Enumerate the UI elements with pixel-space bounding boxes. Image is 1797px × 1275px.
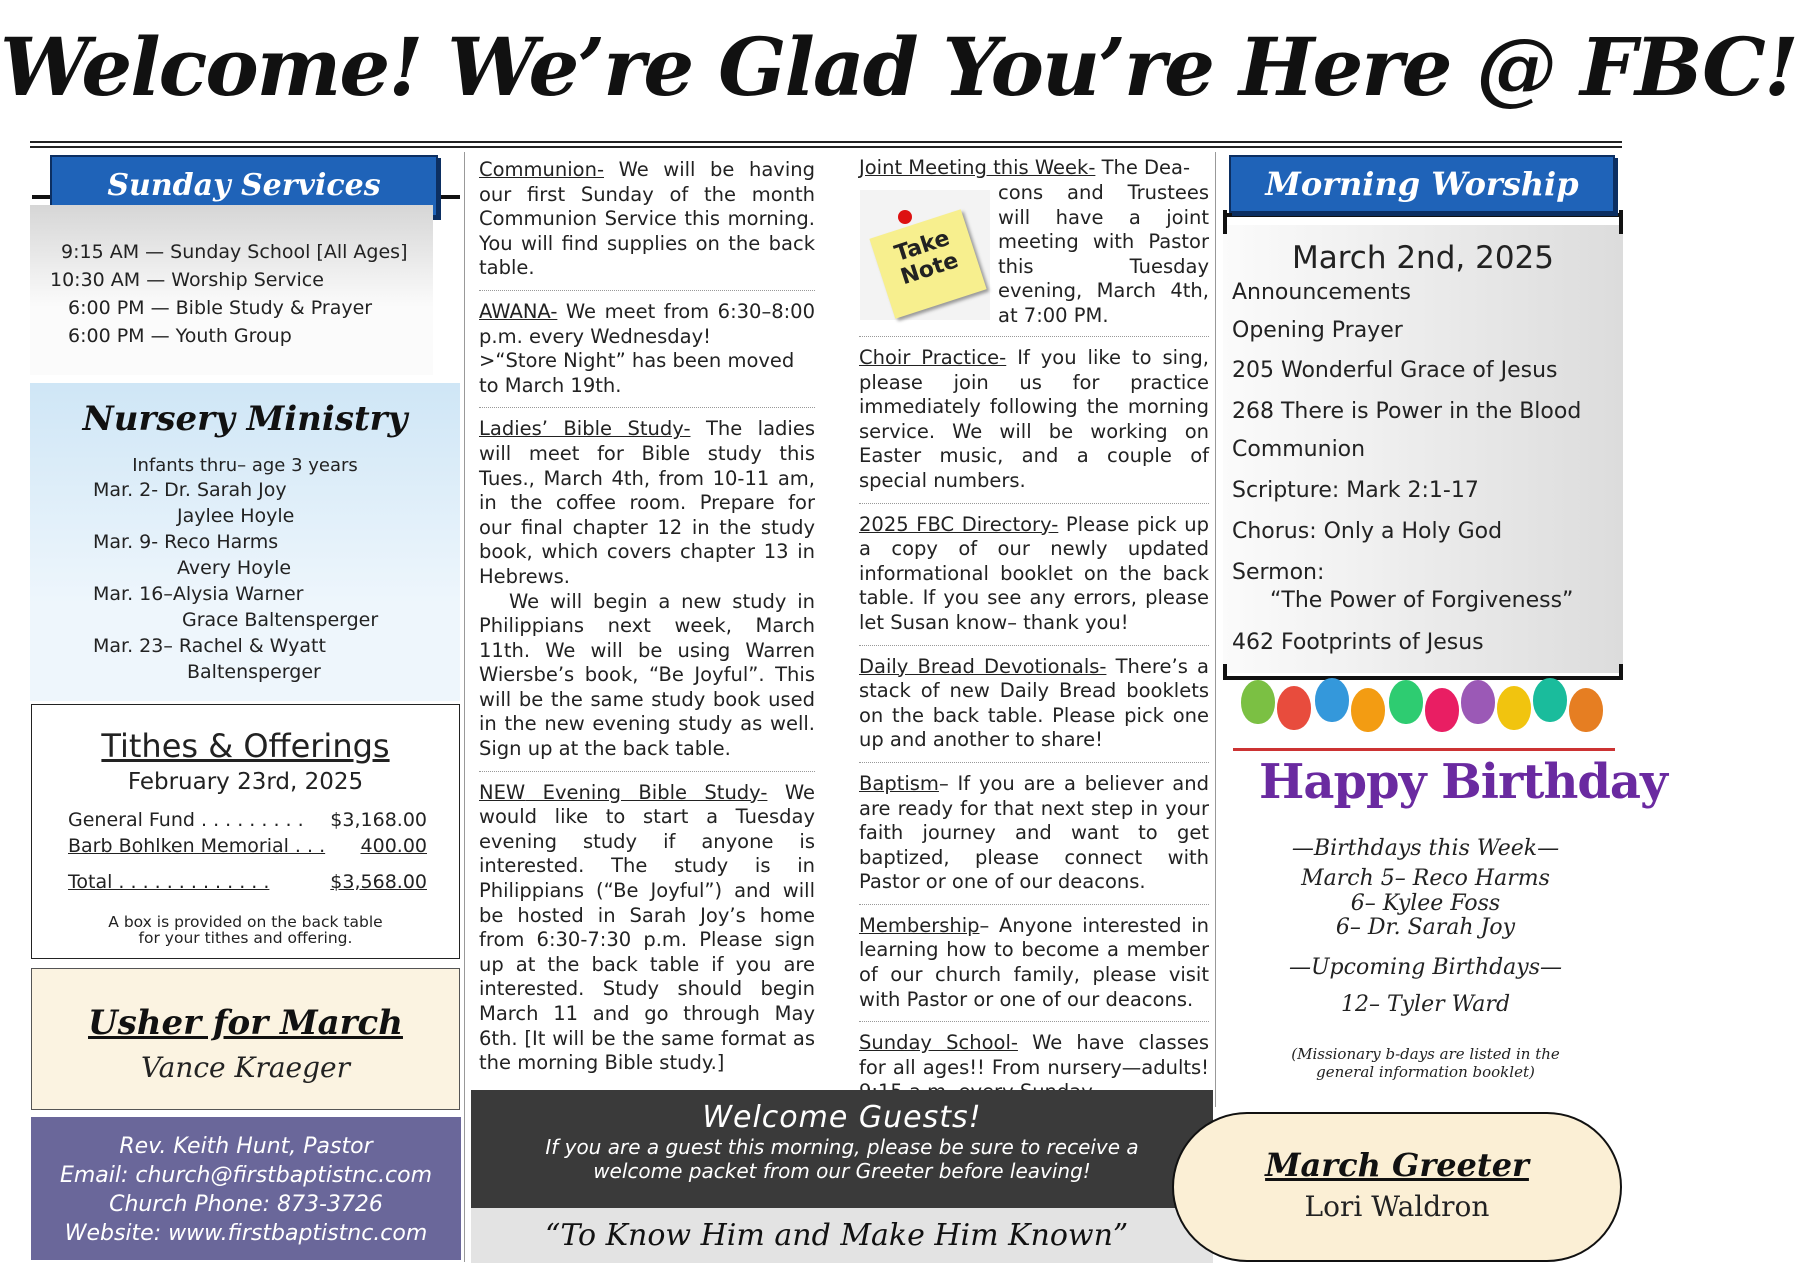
pastor-name: Rev. Keith Hunt, Pastor [119, 1134, 373, 1159]
evening-study-new: NEW [479, 780, 526, 804]
birthday-entry: 6– Dr. Sarah Joy [1335, 915, 1516, 940]
divider [859, 762, 1209, 763]
welcome-guests-text: welcome packet from our Greeter before leaving! [593, 1159, 1091, 1183]
header-divider-2 [30, 146, 1622, 148]
directory-heading: 2025 FBC Directory- [859, 512, 1059, 536]
balloon-icon [1497, 686, 1531, 730]
balloon-icon [1461, 680, 1495, 724]
membership-heading: Membership [859, 913, 980, 937]
take-note-label: Take Note [891, 225, 962, 291]
welcome-guests-title: Welcome Guests! [702, 1100, 982, 1135]
bracket-mark [1223, 210, 1227, 234]
ladies-study-heading: Ladies’ Bible Study- [479, 417, 691, 441]
banner-rule [1223, 213, 1623, 217]
nursery-panel [30, 383, 460, 701]
nursery-title: Nursery Ministry [82, 399, 408, 439]
divider [859, 1021, 1209, 1022]
worship-item: Announcements [1232, 280, 1411, 305]
divider [479, 290, 815, 291]
happy-birthday-image [1233, 694, 1667, 826]
awana-text: We meet from 6:30–8:00 p.m. every Wednesday! [479, 299, 815, 348]
baptism-item [859, 772, 1209, 895]
joint-meeting-heading-line [859, 156, 1209, 181]
balloon-icon [1241, 680, 1275, 724]
sticky-note [869, 209, 986, 319]
pastor-email[interactable]: Email: church@firstbaptistnc.com [59, 1163, 433, 1188]
welcome-guests-text: If you are a guest this morning, please be sure to receive a [545, 1135, 1139, 1159]
worship-item: Opening Prayer [1232, 318, 1403, 343]
sunday-school-heading: Sunday School- [859, 1031, 1018, 1055]
choir-text: If you like to sing, please join us for practice immediately following the morning service. We will be working on Easter music, and a couple of special numbers. [859, 346, 1209, 492]
awana-note: >“Store Night” has been moved to March 19th. [479, 349, 795, 397]
service-row: 6:00 PM — Bible Study & Prayer [68, 297, 373, 319]
sunday-services-panel [30, 205, 433, 375]
tithes-panel [31, 704, 460, 959]
service-row: 6:00 PM — Youth Group [68, 325, 292, 347]
ladies-study-text: The ladies will meet for Bible study this Tues., March 4th, from 10-11 am, in the coffee room. Prepare for our final chapter 12 in the study book, which covers chapter 13 in Hebrews. [479, 417, 815, 588]
balloon-icon [1389, 680, 1423, 724]
joint-meeting-text-2: cons and Trustees will have a joint meeting with Pastor this Tuesday evening, March 4th, at 7:00 PM. [998, 181, 1209, 327]
communion-heading: Communion- [479, 158, 604, 181]
nursery-line: Mar. 16–Alysia Warner [93, 583, 304, 605]
worship-item: 205 Wonderful Grace of Jesus [1232, 358, 1558, 383]
balloon-icon [1569, 688, 1603, 732]
service-row: 10:30 AM — Worship Service [50, 269, 324, 291]
nursery-line: Grace Baltensperger [182, 609, 379, 631]
ladies-study-text-2: We will begin a new study in Philippians next week, March 11th. We will be using Warren Wiersbe’s book, “Be Joyful”. This will be the same study book used in the new evening study as well. Sign up at the back table. [479, 589, 815, 761]
directory-text: Please pick up a copy of our newly updated informational booklet on the back table. If you see any errors, please let Susan know– thank you! [859, 512, 1209, 634]
nursery-line: Mar. 2- Dr. Sarah Joy [93, 479, 287, 501]
divider [859, 645, 1209, 646]
tithes-note: for your tithes and offering. [138, 929, 353, 947]
evening-study-item [479, 781, 815, 1076]
tithes-total-label: Total . . . . . . . . . . . . . [68, 871, 270, 893]
tithes-note: A box is provided on the back table [108, 913, 383, 931]
motto-bar [471, 1208, 1213, 1263]
bracket-mark [1619, 210, 1623, 234]
awana-heading: AWANA- [479, 299, 558, 323]
worship-item: Scripture: Mark 2:1-17 [1232, 478, 1479, 503]
tithes-amount: $3,168.00 [330, 809, 427, 831]
birthday-entry: March 5– Reco Harms [1301, 866, 1550, 891]
nursery-line: Jaylee Hoyle [177, 505, 295, 527]
column-divider [464, 152, 465, 1262]
divider [479, 771, 815, 772]
birthday-entry: 12– Tyler Ward [1340, 992, 1511, 1017]
joint-meeting-text: The Dea- [1095, 156, 1191, 179]
membership-text: – Anyone interested in learning how to become a member of our church family, please visit with Pastor or one of our deacons. [859, 913, 1209, 1011]
baptism-heading: Baptism [859, 771, 939, 795]
bunting [1233, 748, 1615, 751]
tithes-amount: 400.00 [360, 835, 427, 857]
tithes-label: General Fund . . . . . . . . . [68, 809, 304, 831]
birthdays-week-heading: —Birthdays this Week— [1291, 836, 1560, 861]
baptism-text: – If you are a believer and are ready for that next step in your faith journey and want to get baptized, please connect with Pastor or one of our deacons. [859, 771, 1209, 894]
tithes-title: Tithes & Offerings [101, 727, 390, 765]
communion-item [479, 158, 815, 281]
announcements-column-2 [859, 336, 1209, 1105]
usher-title: Usher for March [88, 1003, 403, 1043]
worship-date: March 2nd, 2025 [1291, 240, 1554, 276]
sunday-school-text: We have classes for all ages!! From nursery—adults! [859, 1031, 1210, 1079]
greeter-title: March Greeter [1265, 1146, 1529, 1184]
sermon-title: “The Power of Forgiveness” [1270, 588, 1574, 613]
directory-item [859, 513, 1209, 636]
balloon-icon [1533, 678, 1567, 722]
daily-bread-heading: Daily Bread Devotionals- [859, 654, 1107, 678]
worship-item: 268 There is Power in the Blood [1232, 399, 1582, 424]
tithes-label: Barb Bohlken Memorial . . . [68, 835, 326, 857]
joint-meeting-heading: Joint Meeting this Week- [859, 156, 1096, 179]
divider [859, 336, 1209, 337]
church-motto: “To Know Him and Make Him Known” [545, 1218, 1129, 1253]
sunday-services-banner: Sunday Services [50, 155, 438, 217]
evening-study-heading: Evening Bible Study- [525, 780, 768, 804]
daily-bread-item [859, 655, 1209, 753]
pushpin-icon [898, 210, 912, 224]
usher-name: Vance Kraeger [141, 1051, 350, 1084]
usher-panel [31, 968, 460, 1110]
nursery-line: Baltensperger [187, 661, 321, 683]
divider [859, 503, 1209, 504]
divider [859, 904, 1209, 905]
nursery-line: Avery Hoyle [177, 557, 292, 579]
page-title: Welcome! We’re Glad You’re Here @ FBC! [0, 20, 1797, 114]
bracket-mark [1619, 664, 1623, 680]
daily-bread-text: There’s a stack of new Daily Bread booklets on the back table. Please pick one up and another to share! [859, 654, 1209, 752]
column-divider [1215, 152, 1216, 1107]
nursery-subtitle: Infants thru– age 3 years [132, 455, 358, 476]
birthday-note: (Missionary b-days are listed in the [1291, 1045, 1560, 1063]
awana-item [479, 300, 815, 349]
communion-text: We will be having our first Sunday of the month Communion Service this morning. You will find supplies on the back table. [479, 158, 815, 280]
tithes-date: February 23rd, 2025 [127, 769, 364, 795]
balloon-icon [1277, 686, 1311, 730]
happy-birthday-text: Happy Birthday [1259, 754, 1667, 810]
upcoming-birthdays-heading: —Upcoming Birthdays— [1289, 955, 1562, 980]
birthday-entry: 6– Kylee Foss [1350, 891, 1501, 916]
choir-heading: Choir Practice- [859, 346, 1007, 369]
membership-item [859, 914, 1209, 1012]
church-website[interactable]: Website: www.firstbaptistnc.com [64, 1221, 428, 1246]
pastor-contact-panel [31, 1117, 461, 1260]
evening-study-text: We would like to start a Tuesday evening study if anyone is interested. The study is in Philippians (“Be Joyful”) and will be hosted in Sarah Joy’s home from 6:30-7:30 p.m. Please sign up at the back table if you are interested. Study should begin March 11 and go through May 6th. [It will be the same format as the morning Bible study.] [479, 780, 815, 1075]
service-row: 9:15 AM — Sunday School [All Ages] [61, 241, 408, 263]
worship-item: 462 Footprints of Jesus [1232, 630, 1484, 655]
march-greeter-panel [1172, 1112, 1622, 1262]
banner-rule [1223, 676, 1621, 680]
worship-item: Chorus: Only a Holy God [1232, 519, 1503, 544]
tithes-total-amount: $3,568.00 [330, 871, 427, 893]
worship-item: Communion [1232, 437, 1366, 462]
ladies-study-item [479, 417, 815, 589]
birthday-note: general information booklet) [1316, 1063, 1535, 1081]
welcome-guests-panel [471, 1090, 1213, 1208]
take-note-graphic [860, 190, 990, 320]
divider [479, 407, 815, 408]
choir-item [859, 346, 1209, 494]
header-divider [30, 141, 1622, 143]
greeter-name: Lori Waldron [1304, 1190, 1490, 1223]
church-phone: Church Phone: 873-3726 [109, 1192, 383, 1217]
nursery-line: Mar. 23– Rachel & Wyatt [93, 635, 326, 657]
nursery-line: Mar. 9- Reco Harms [93, 531, 279, 553]
bracket-mark [1223, 664, 1227, 680]
worship-item: Sermon: [1232, 560, 1325, 585]
balloon-icon [1315, 678, 1349, 722]
balloon-icon [1351, 688, 1385, 732]
balloon-icon [1425, 688, 1459, 732]
morning-worship-banner: Morning Worship [1229, 155, 1615, 213]
announcements-column-1 [479, 158, 815, 1076]
